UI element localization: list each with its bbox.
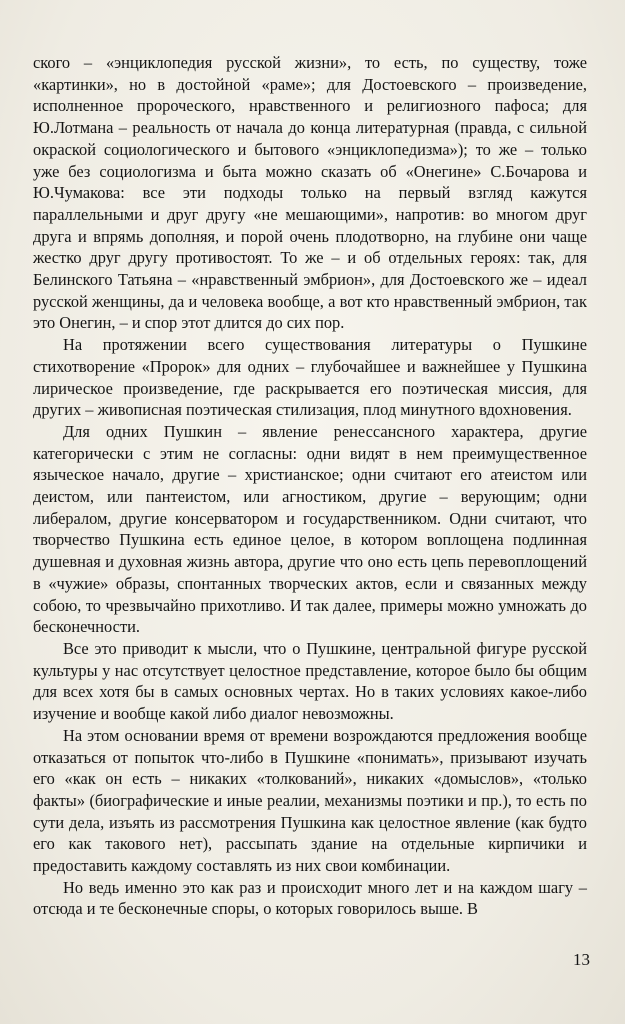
- paragraph-6: Но ведь именно это как раз и происходит много лет и на каждом шагу – отсюда и те бесконечные споры, о которых говорилось выше. В: [33, 877, 587, 919]
- paragraph-4: Все это приводит к мысли, что о Пушкине, центральной фигуре русской культуры у нас отсутствует целостное представление, которое было бы общим для всех хотя бы в самых основных чертах. Но в таких условиях какое-либо изучение и вообще какой либо диалог невозможны.: [33, 638, 587, 724]
- body-text: [33, 52, 587, 920]
- page-number: 13: [573, 950, 590, 969]
- paragraph-3: Для одних Пушкин – явление ренессансного характера, другие категорически с этим не согласны: одни видят в нем преимущественное языческое начало, другие – христианское; одни считают его атеистом или деистом, или пантеистом, или агностиком, другие – верующим; одни либералом, другие консерватором и государственником. Одни считают, что творчество Пушкина есть единое целое, в котором воплощена подлинная душевная и духовная жизнь автора, другие что оно есть цепь перевоплощений в «чужие» образы, спонтанных творческих актов, если и связанных между собою, то чрезвычайно прихотливо. И так далее, примеры можно умножать до бесконечности.: [33, 421, 587, 637]
- paragraph-2: На протяжении всего существования литературы о Пушкине стихотворение «Пророк» для одних – глубочайшее и важнейшее у Пушкина лирическое произведение, где раскрывается его поэтическая миссия, для других – живописная поэтическая стилизация, плод минутного вдохновения.: [33, 335, 587, 420]
- paragraph-5: На этом основании время от времени возрождаются предложения вообще отказаться от попыток что-либо в Пушкине «понимать», призывают изучать его «как он есть – никаких «толкований», никаких «домыслов», «только факты» (биографические и иные реалии, механизмы поэтики и пр.), то есть по сути дела, изъять из рассмотрения Пушкина как целостное явление (как будто его как такового нет), рассыпать здание на отдельные кирпичики и предоставить каждому составлять из них свои комбинации.: [33, 725, 587, 876]
- paragraph-1: ского – «энциклопедия русской жизни», то есть, по существу, тоже «картинки», но в достойной «раме»; для Достоевского – произведение, исполненное пророческого, нравственного и религиозного пафоса; для Ю.Лотмана – реальность от начала до конца литературная (правда, с сильной окраской социологического и бытового «энциклопедизма»); то же – только уже без социологизма и быта можно сказать об «Онегине» С.Бочарова и Ю.Чумакова: все эти подходы только на первый взгляд кажутся параллельными и друг другу «не мешающими», напротив: во многом друг друга и впрямь дополняя, и порой очень плодотворно, на глубине они чаще жестко друг другу противостоят. То же – и об отдельных героях: так, для Белинского Татьяна – «нравственный эмбрион», для Достоевского же – идеал русской женщины, да и человека вообще, а вот кто нравственный эмбрион, так это Онегин, – и спор этот длится до сих пор.: [33, 53, 587, 333]
